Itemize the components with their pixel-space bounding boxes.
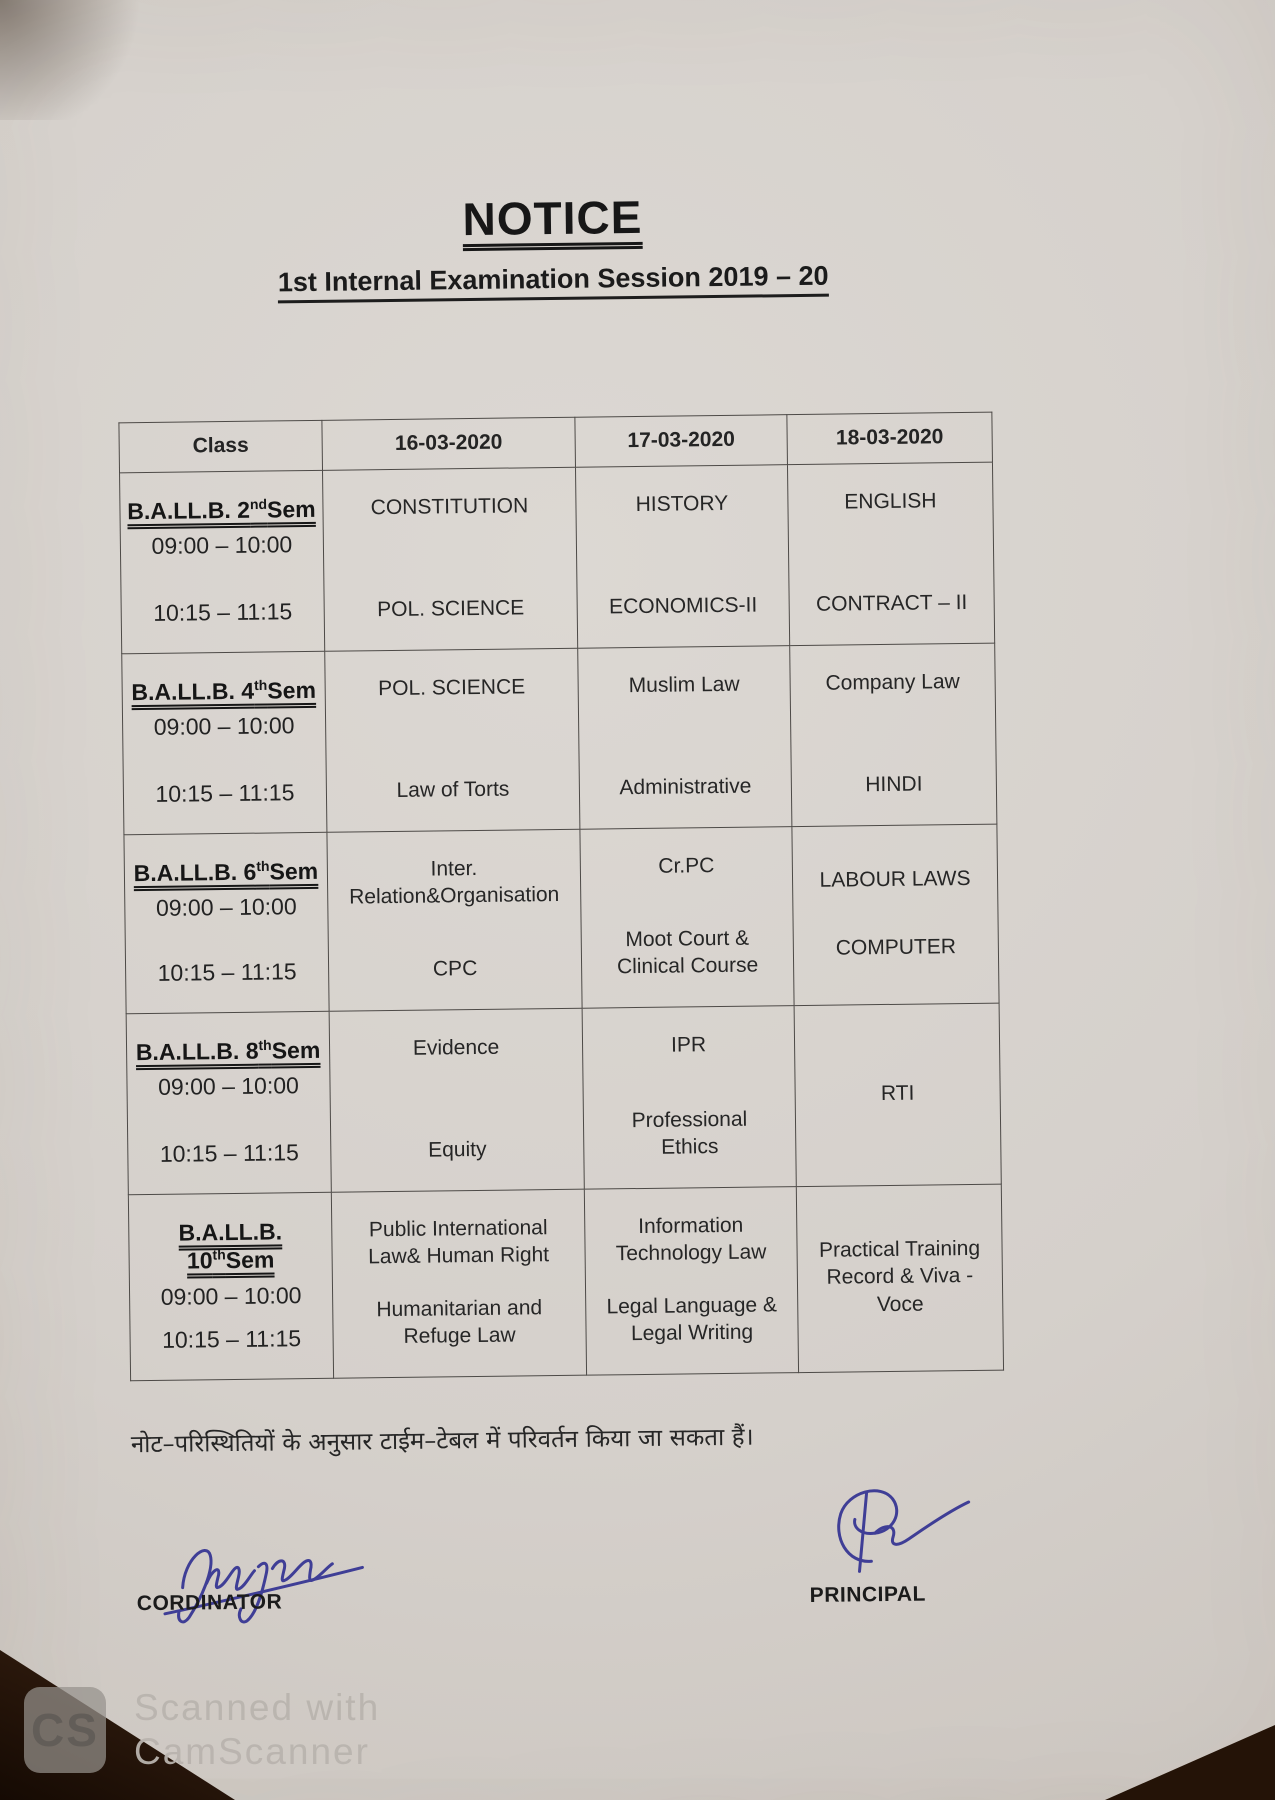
subject-cell [327, 829, 581, 1010]
time-slot-1: 09:00 – 10:00 [155, 893, 297, 922]
subject-cell [323, 467, 577, 650]
signature-row [131, 1473, 1006, 1616]
timetable-row-6th-sem [124, 824, 999, 1014]
time-slot-2: 10:15 – 11:15 [157, 957, 297, 986]
class-cell [129, 1192, 333, 1379]
subject-cell [797, 1184, 1003, 1371]
subject-single: Practical Training Record & Viva - Voce [818, 1236, 981, 1316]
time-slot-1: 09:00 – 10:00 [153, 712, 295, 741]
subject-cell [788, 462, 994, 644]
header-date-2: 17-03-2020 [575, 414, 788, 467]
subject-slot-1: Information Technology Law [615, 1213, 767, 1266]
subject-slot-2: Humanitarian and Refuge Law [376, 1296, 543, 1349]
subject-slot-1: Company Law [825, 669, 960, 695]
class-cell [127, 1011, 331, 1193]
principal-signature-block [756, 1474, 978, 1609]
class-name: B.A.LL.B. 4thSem [131, 676, 317, 705]
class-cell [124, 832, 328, 1012]
subject-slot-2: Legal Language & Legal Writing [606, 1293, 778, 1346]
subject-slot-1: Evidence [412, 1035, 500, 1060]
class-name: B.A.LL.B. 2ndSem [127, 495, 316, 524]
subject-slot-2: Law of Torts [396, 777, 510, 803]
subject-cell [580, 827, 793, 1008]
exam-timetable [118, 411, 1004, 1381]
timetable-row-4th-sem [122, 643, 997, 835]
subject-cell [576, 465, 789, 648]
principal-label: PRINCIPAL [809, 1582, 926, 1607]
subject-slot-1: Inter. Relation&Organisation [349, 856, 560, 909]
subject-slot-2: CPC [432, 957, 478, 981]
photo-shadow-top-left [0, 0, 160, 120]
notice-document [116, 188, 1006, 1616]
subject-cell [792, 824, 998, 1004]
time-slot-1: 09:00 – 10:00 [160, 1282, 302, 1310]
subject-slot-2: CONTRACT – II [815, 591, 968, 617]
time-slot-2: 10:15 – 11:15 [153, 597, 293, 626]
coordinator-signature-block [136, 1523, 390, 1616]
subject-slot-1: HISTORY [635, 491, 729, 516]
camscanner-watermark-text [134, 1686, 380, 1773]
time-slot-1: 09:00 – 10:00 [158, 1072, 300, 1101]
coordinator-label: CORDINATOR [136, 1590, 283, 1615]
subject-slot-2: HINDI [865, 772, 923, 797]
subject-cell [330, 1008, 584, 1191]
header-class: Class [119, 420, 323, 472]
principal-signature [796, 1474, 977, 1582]
subject-slot-1: CONSTITUTION [370, 493, 529, 519]
subject-slot-1: LABOUR LAWS [819, 867, 971, 893]
timetable-row-2nd-sem [120, 462, 995, 654]
subject-cell [790, 643, 996, 825]
subject-slot-2: POL. SCIENCE [377, 596, 525, 622]
subject-single: RTI [880, 1081, 915, 1105]
class-cell [120, 470, 324, 652]
hindi-note: नोट–परिस्थितियों के अनुसार टाईम–टेबल में परिवर्तन किया जा सकता हैं। [130, 1422, 754, 1458]
class-cell [122, 651, 326, 833]
class-name: B.A.LL.B. 8thSem [135, 1036, 321, 1065]
subject-slot-2: COMPUTER [835, 934, 957, 960]
time-slot-2: 10:15 – 11:15 [159, 1138, 299, 1167]
subject-slot-2: Equity [427, 1138, 487, 1162]
header-date-3: 18-03-2020 [787, 412, 993, 465]
time-slot-2: 10:15 – 11:15 [161, 1324, 302, 1353]
watermark-line-1: Scanned with [134, 1687, 381, 1728]
subject-slot-1: POL. SCIENCE [378, 674, 526, 700]
subject-cell [583, 1006, 796, 1189]
subject-slot-1: Muslim Law [628, 672, 740, 697]
subject-slot-1: Public International Law& Human Right [368, 1215, 550, 1269]
page-title: NOTICE [462, 190, 643, 246]
subject-cell [325, 648, 579, 831]
subject-slot-2: Moot Court & Clinical Course [616, 926, 759, 979]
page-subtitle: 1st Internal Examination Session 2019 – 20 [117, 258, 990, 300]
subject-cell [578, 646, 791, 829]
camscanner-watermark [24, 1686, 380, 1773]
watermark-line-2: CamScanner [134, 1730, 370, 1772]
timetable-row-8th-sem [126, 1003, 1001, 1195]
camscanner-logo-icon: CS [24, 1687, 106, 1773]
subject-cell [585, 1187, 798, 1375]
subject-slot-1: Cr.PC [658, 853, 715, 878]
time-slot-2: 10:15 – 11:15 [155, 778, 295, 807]
subject-slot-2: ECONOMICS-II [608, 593, 758, 619]
subject-slot-2: Professional Ethics [631, 1107, 748, 1160]
subject-slot-2: Administrative [619, 774, 752, 800]
subject-slot-1: ENGLISH [844, 488, 937, 514]
subject-slot-1: IPR [670, 1032, 707, 1057]
class-name: B.A.LL.B. 10thSem [178, 1217, 283, 1274]
time-slot-1: 09:00 – 10:00 [151, 531, 293, 560]
class-name: B.A.LL.B. 6thSem [133, 857, 319, 886]
header-date-1: 16-03-2020 [322, 417, 576, 470]
timetable-row-10th-sem [128, 1184, 1003, 1381]
subject-cell [795, 1003, 1001, 1185]
subject-cell [332, 1189, 586, 1377]
